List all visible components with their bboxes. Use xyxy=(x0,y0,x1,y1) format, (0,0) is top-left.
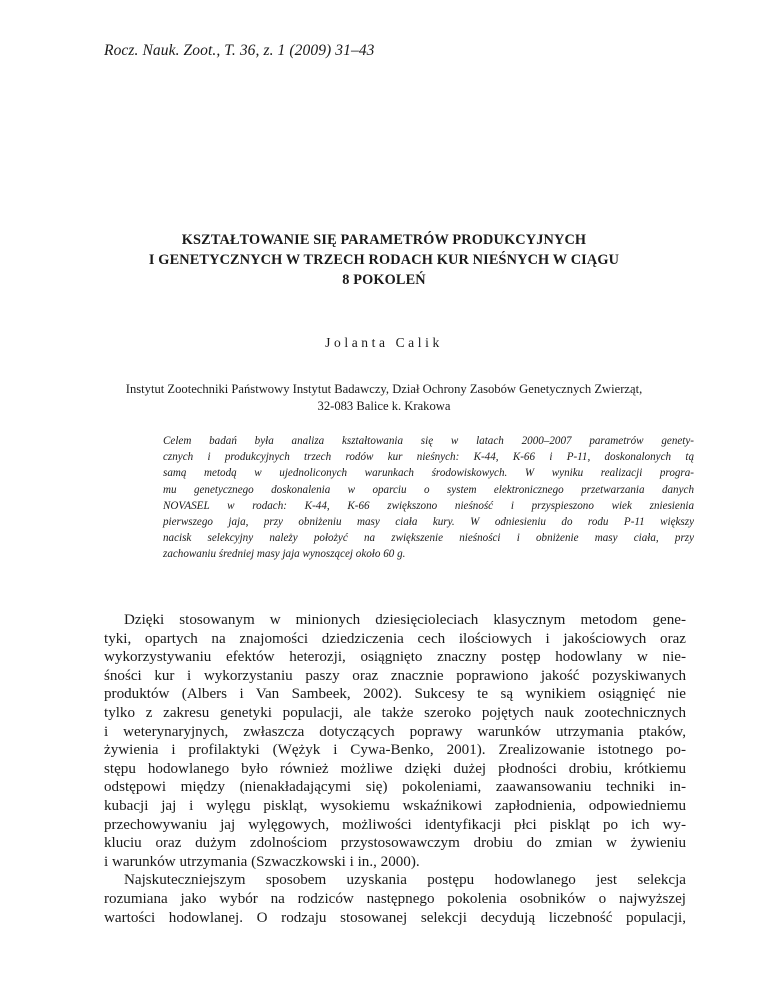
abstract xyxy=(163,433,694,563)
body-line: kubacji jaj i wylęgu piskląt, wysokiemu wskaźnikowi zapłodnienia, odpowiedniemu xyxy=(104,797,686,814)
body-line: śności kur i wykorzystaniu paszy oraz znacznie poprawiono jakość pozyskiwanych xyxy=(104,667,686,684)
abstract-line: cznych i produkcyjnych trzech rodów kur nieśnych: K-44, K-66 i P-11, doskonalonych tą xyxy=(163,451,694,464)
author-affiliation xyxy=(60,381,708,415)
abstract-line: pierwszego jaja, przy obniżeniu masy ciała kury. W odniesieniu do rodu P-11 większy xyxy=(163,516,694,529)
body-text xyxy=(104,611,686,927)
title-line: I GENETYCZNYCH W TRZECH RODACH KUR NIEŚNYCH W CIĄGU xyxy=(148,252,620,268)
body-line: i warunków utrzymania (Szwaczkowski i in., 2000). xyxy=(104,853,420,870)
abstract-line: Celem badań była analiza kształtowania się w latach 2000–2007 parametrów genety- xyxy=(163,435,694,447)
body-line: żywienia i profilaktyki (Wężyk i Cywa-Benko, 2001). Zrealizowanie istotnego po- xyxy=(104,742,686,759)
body-line: kluciu oraz dużym zdolnościom przystosowawczym drobiu do zmian w żywieniu xyxy=(104,835,686,852)
abstract-line: mu genetycznego doskonalenia w oparciu o system elektronicznego przetwarzania danych xyxy=(163,483,694,496)
abstract-line: samą metodą w ujednoliconych warunkach środowiskowych. W wyniku realizacji progra- xyxy=(163,467,694,480)
body-line: wykorzystywaniu efektów heterozji, osiągnięto znaczny postęp hodowlany w nie- xyxy=(104,649,686,666)
title-line: KSZTAŁTOWANIE SIĘ PARAMETRÓW PRODUKCYJNYCH xyxy=(181,232,587,248)
body-line: przechowywaniu jaj wylęgowych, możliwości identyfikacji płci piskląt po ich wy- xyxy=(104,816,686,833)
abstract-line: NOVASEL w rodach: K-44, K-66 zwiększono nieśność i przyspieszono wiek zniesienia xyxy=(163,499,694,512)
affiliation-line: Instytut Zootechniki Państwowy Instytut Badawczy, Dział Ochrony Zasobów Genetycznych Zwierząt, xyxy=(125,382,643,396)
body-line: odstępowi między (nienakładającymi się) pokoleniami, zaawansowaniu techniki in- xyxy=(104,779,686,796)
abstract-line: nacisk selekcyjny należy położyć na zwiększenie nieśności i obniżenie masy ciała, przy xyxy=(163,532,694,545)
title-line: 8 POKOLEŃ xyxy=(342,272,426,288)
body-paragraph-2 xyxy=(104,871,686,927)
body-line: Najskuteczniejszym sposobem uzyskania postępu hodowlanego jest selekcja xyxy=(124,872,686,889)
body-paragraph-1 xyxy=(104,611,686,871)
author-name: Jolanta Calik xyxy=(325,335,443,350)
body-line: rozumiana jako wybór na rodziców następnego pokolenia osobników o najwyższej xyxy=(104,890,686,907)
body-line: wartości hodowlanej. O rodzaju stosowanej selekcji decydują liczebność populacji, xyxy=(104,909,686,926)
article-title xyxy=(84,230,684,290)
abstract-line: zachowaniu średniej masy jaja wynoszącej około 60 g. xyxy=(163,548,406,561)
body-line: tyki, opartych na znajomości dziedziczenia cech ilościowych i jakościowych oraz xyxy=(104,630,686,647)
body-line: i weterynaryjnych, zwłaszcza dotyczących poprawy warunków utrzymania ptaków, xyxy=(104,723,686,740)
body-line: produktów (Albers i Van Sambeek, 2002). Sukcesy te są wynikiem osiągnięć nie xyxy=(104,686,686,703)
body-line: Dzięki stosowanym w minionych dziesięcioleciach klasycznym metodom gene- xyxy=(124,612,686,628)
body-line: stępu hodowlanego było również możliwe dzięki dużej płodności drobiu, krótkiemu xyxy=(104,760,686,777)
journal-reference: Rocz. Nauk. Zoot., T. 36, z. 1 (2009) 31–43 xyxy=(104,42,375,59)
body-line: tylko z zakresu genetyki populacji, ale także szeroko pojętych nauk zootechnicznych xyxy=(104,704,686,721)
affiliation-line: 32-083 Balice k. Krakowa xyxy=(317,399,451,413)
